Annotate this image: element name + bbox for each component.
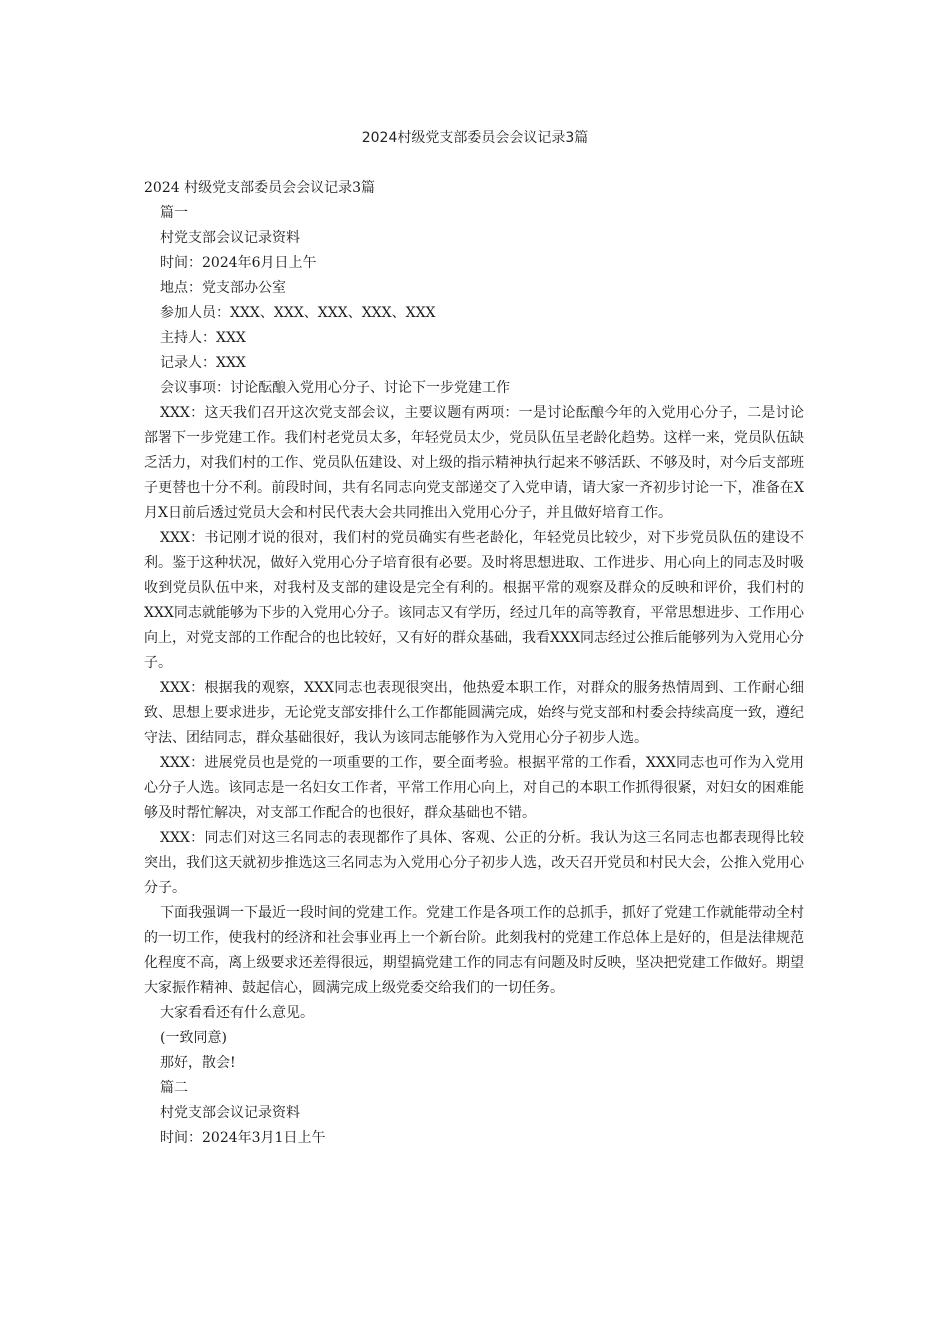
part1-heading: 篇一	[160, 205, 188, 221]
closing-agree: (一致同意)	[160, 1030, 227, 1046]
part1-time: 时间：2024年6月日上午	[160, 255, 317, 271]
paragraph-3: XXX：根据我的观察，XXX同志也表现很突出，他热爱本职工作，对群众的服务热情周到、工作耐心细致、思想上要求进步，无论党支部安排什么工作都能圆满完成，始终与党支部和村委会持续高度一致，遵纪守法、团结同志，群众基础很好，我认为该同志能够作为入党用心分子初步人选。	[144, 680, 804, 746]
closing-dismiss: 那好，散会!	[160, 1055, 236, 1071]
intro-title: 2024 村级党支部委员会会议记录3篇	[144, 180, 375, 196]
part1-subtitle: 村党支部会议记录资料	[160, 230, 300, 246]
part2-time: 时间：2024年3月1日上午	[160, 1130, 326, 1146]
paragraph-4: XXX：进展党员也是党的一项重要的工作，要全面考验。根据平常的工作看，XXX同志也可作为入党用心分子人选。该同志是一名妇女工作者，平常工作用心向上，对自己的本职工作抓得很紧，对妇女的困难能够及时帮忙解决，对支部工作配合的也很好，群众基础也不错。	[144, 755, 804, 821]
part1-place: 地点：党支部办公室	[160, 280, 286, 296]
paragraph-6: 下面我强调一下最近一段时间的党建工作。党建工作是各项工作的总抓手，抓好了党建工作就能带动全村的一切工作，使我村的经济和社会事业再上一个新台阶。此刻我村的党建工作总体上是好的，但是法律规范化程度不高，离上级要求还差得很远，期望搞党建工作的同志有问题及时反映，坚决把党建工作做好。期望大家振作精神、鼓起信心，圆满完成上级党委交给我们的一切任务。	[144, 905, 804, 996]
paragraph-5: XXX：同志们对这三名同志的表现都作了具体、客观、公正的分析。我认为这三名同志也都表现得比较突出，我们这天就初步推选这三名同志为入党用心分子初步人选，改天召开党员和村民大会，公推入党用心分子。	[144, 830, 804, 896]
document-title: 2024村级党支部委员会会议记录3篇	[361, 130, 589, 146]
part2-heading: 篇二	[160, 1080, 188, 1096]
paragraph-1: XXX：这天我们召开这次党支部会议，主要议题有两项：一是讨论酝酿今年的入党用心分子，二是讨论部署下一步党建工作。我们村老党员太多，年轻党员太少，党员队伍呈老龄化趋势。这样一来，党员队伍缺乏活力，对我们村的工作、党员队伍建设、对上级的指示精神执行起来不够活跃、不够及时，对今后支部班子更替也十分不利。前段时间，共有名同志向党支部递交了入党申请，请大家一齐初步讨论一下，准备在X月X日前后透过党员大会和村民代表大会共同推出入党用心分子，并且做好培育工作。	[144, 405, 804, 521]
document-body	[144, 176, 804, 1151]
part1-agenda: 会议事项：讨论酝酿入党用心分子、讨论下一步党建工作	[160, 380, 510, 396]
paragraph-2: XXX：书记刚才说的很对，我们村的党员确实有些老龄化，年轻党员比较少，对下步党员队伍的建设不利。鉴于这种状况，做好入党用心分子培育很有必要。及时将思想进取、工作进步、用心向上的同志及时吸收到党员队伍中来，对我村及支部的建设是完全有利的。根据平常的观察及群众的反映和评价，我们村的XXX同志就能够为下步的入党用心分子。该同志又有学历，经过几年的高等教育，平常思想进步、工作用心向上，对党支部的工作配合的也比较好，又有好的群众基础，我看XXX同志经过公推后能够列为入党用心分子。	[144, 530, 804, 671]
part1-attendees: 参加人员：XXX、XXX、XXX、XXX、XXX	[160, 305, 436, 321]
part1-recorder: 记录人：XXX	[160, 355, 246, 371]
part2-subtitle: 村党支部会议记录资料	[160, 1105, 300, 1121]
part1-host: 主持人：XXX	[160, 330, 246, 346]
closing-ask: 大家看看还有什么意见。	[160, 1005, 314, 1021]
